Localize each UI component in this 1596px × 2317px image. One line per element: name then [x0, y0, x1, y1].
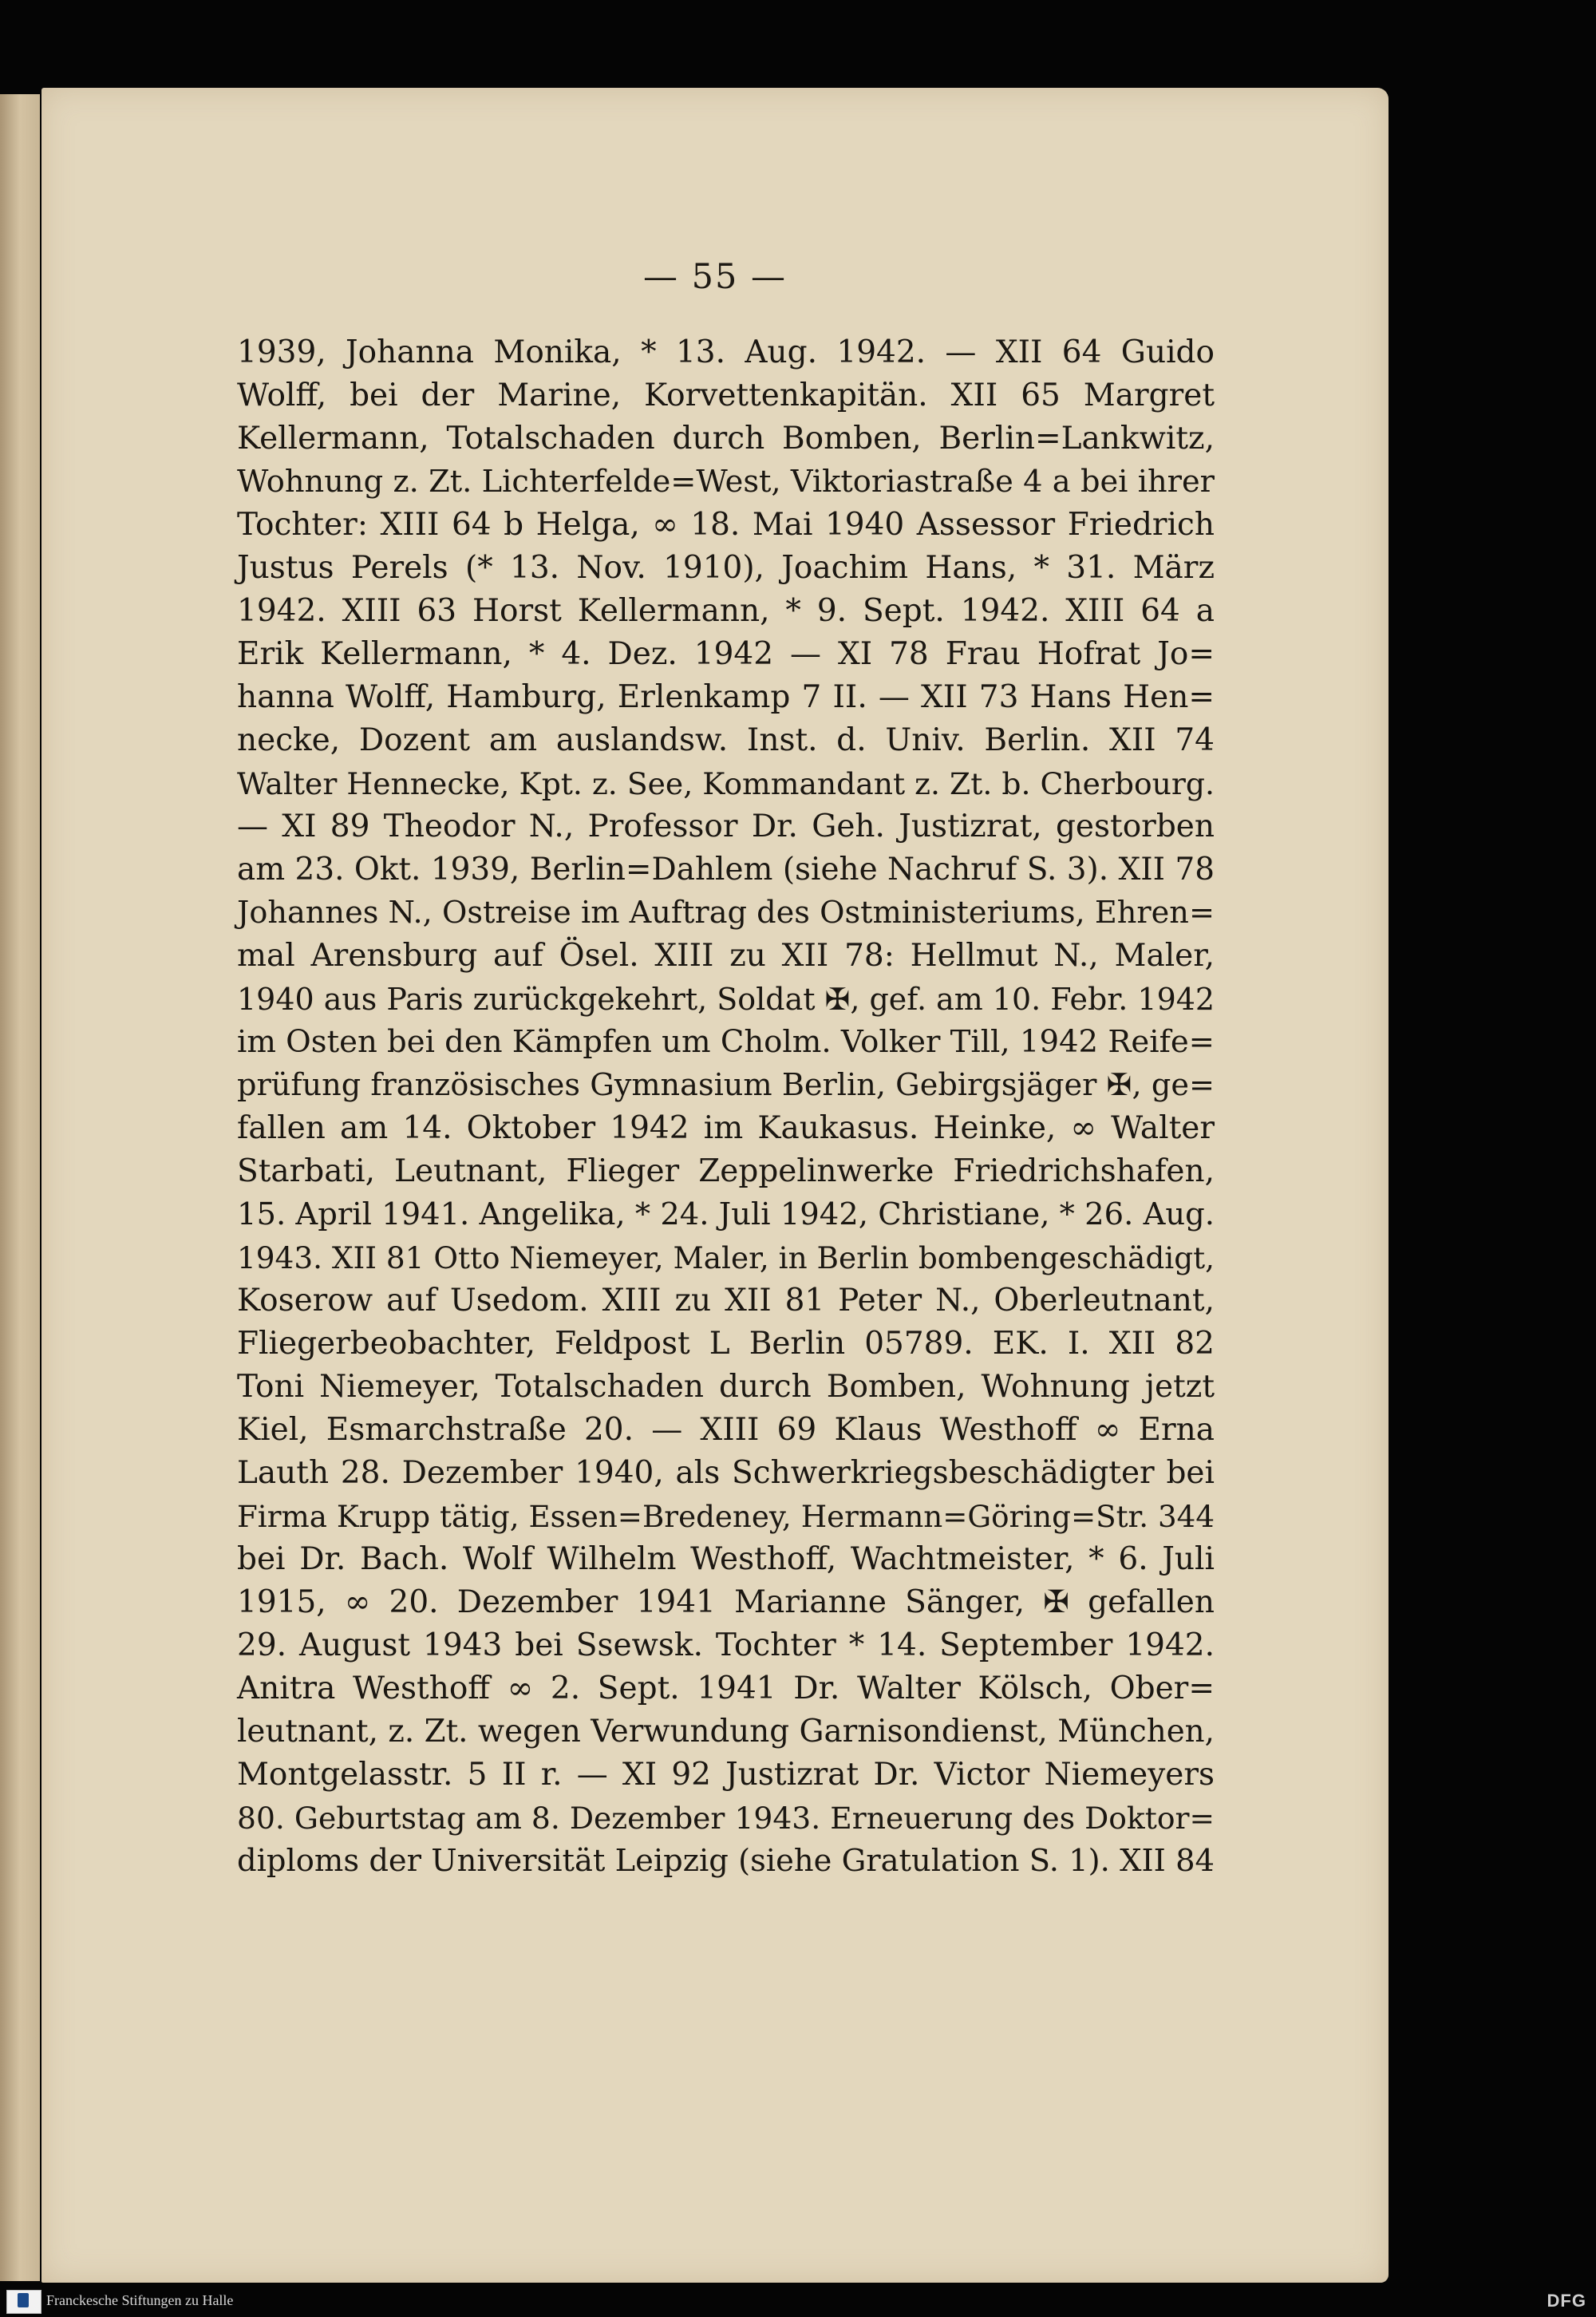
- text-line: Toni Niemeyer, Totalschaden durch Bomben, Wohnung jetzt: [237, 1369, 1215, 1405]
- text-line: mal Arensburg auf Ösel. XIII zu XII 78: Hellmut N., Maler,: [237, 938, 1215, 974]
- text-line: Koserow auf Usedom. XIII zu XII 81 Peter N., Oberleutnant,: [237, 1283, 1215, 1319]
- text-line: Kiel, Esmarchstraße 20. — XIII 69 Klaus Westhoff ∞ Erna: [237, 1412, 1215, 1448]
- text-line: 1939, Johanna Monika, * 13. Aug. 1942. — XII 64 Guido: [237, 334, 1215, 370]
- text-line: 29. August 1943 bei Ssewsk. Tochter * 14. September 1942.: [237, 1627, 1215, 1663]
- text-line: 1915, ∞ 20. Dezember 1941 Marianne Sänger, ✠ gefallen: [237, 1584, 1215, 1620]
- text-line: fallen am 14. Oktober 1942 im Kaukasus. Heinke, ∞ Walter: [237, 1110, 1215, 1146]
- text-line: Anitra Westhoff ∞ 2. Sept. 1941 Dr. Walter Kölsch, Ober=: [237, 1671, 1215, 1706]
- text-line: Starbati, Leutnant, Flieger Zeppelinwerke Friedrichshafen,: [237, 1153, 1215, 1189]
- text-line: 1942. XIII 63 Horst Kellermann, * 9. Sept. 1942. XIII 64 a: [237, 593, 1215, 629]
- text-line: Walter Hennecke, Kpt. z. See, Kommandant z. Zt. b. Cherbourg.: [237, 766, 1215, 801]
- text-line: hanna Wolff, Hamburg, Erlenkamp 7 II. — XII 73 Hans Hen=: [237, 679, 1215, 715]
- text-line: diploms der Universität Leipzig (siehe Gratulation S. 1). XII 84: [237, 1843, 1215, 1879]
- body-text: [237, 331, 1215, 1883]
- text-line: 80. Geburtstag am 8. Dezember 1943. Erneuerung des Doktor=: [237, 1801, 1215, 1836]
- text-line: leutnant, z. Zt. wegen Verwundung Garnisondienst, München,: [237, 1714, 1215, 1750]
- text-line: Erik Kellermann, * 4. Dez. 1942 — XI 78 Frau Hofrat Jo=: [237, 636, 1215, 672]
- text-line: Fliegerbeobachter, Feldpost L Berlin 05789. EK. I. XII 82: [237, 1326, 1215, 1362]
- text-line: prüfung französisches Gymnasium Berlin, Gebirgsjäger ✠, ge=: [237, 1068, 1215, 1103]
- text-line: Firma Krupp tätig, Essen=Bredeney, Hermann=Göring=Str. 344: [237, 1499, 1215, 1534]
- page-number: — 55 —: [642, 257, 788, 297]
- text-line: — XI 89 Theodor N., Professor Dr. Geh. Justizrat, gestorben: [237, 809, 1215, 844]
- text-line: Justus Perels (* 13. Nov. 1910), Joachim Hans, * 31. März: [237, 550, 1215, 586]
- text-line: Wolff, bei der Marine, Korvettenkapitän. XII 65 Margret: [237, 378, 1215, 413]
- text-line: 15. April 1941. Angelika, * 24. Juli 1942, Christiane, * 26. Aug.: [237, 1196, 1215, 1232]
- institution-logo-icon: [6, 2290, 41, 2314]
- text-line: im Osten bei den Kämpfen um Cholm. Volker Till, 1942 Reife=: [237, 1024, 1215, 1060]
- text-line: bei Dr. Bach. Wolf Wilhelm Westhoff, Wachtmeister, * 6. Juli: [237, 1541, 1215, 1577]
- text-line: Tochter: XIII 64 b Helga, ∞ 18. Mai 1940 Assessor Friedrich: [237, 507, 1215, 543]
- text-line: Wohnung z. Zt. Lichterfelde=West, Viktoriastraße 4 a bei ihrer: [237, 464, 1215, 500]
- text-line: Montgelasstr. 5 II r. — XI 92 Justizrat Dr. Victor Niemeyers: [237, 1757, 1215, 1793]
- text-line: Lauth 28. Dezember 1940, als Schwerkriegsbeschädigter bei: [237, 1455, 1215, 1491]
- text-line: necke, Dozent am auslandsw. Inst. d. Univ. Berlin. XII 74: [237, 722, 1215, 758]
- footer-bar: [0, 2284, 1596, 2317]
- book-page: [41, 88, 1389, 2283]
- institution-label: Franckesche Stiftungen zu Halle: [46, 2292, 234, 2308]
- dfg-mark: DFG: [1547, 2291, 1586, 2311]
- text-line: 1940 aus Paris zurückgekehrt, Soldat ✠, gef. am 10. Febr. 1942: [237, 982, 1215, 1017]
- text-line: Johannes N., Ostreise im Auftrag des Ostministeriums, Ehren=: [237, 895, 1215, 931]
- book-spine: [0, 94, 40, 2281]
- text-line: Kellermann, Totalschaden durch Bomben, Berlin=Lankwitz,: [237, 421, 1215, 457]
- text-line: 1943. XII 81 Otto Niemeyer, Maler, in Berlin bombengeschädigt,: [237, 1240, 1215, 1275]
- text-line: am 23. Okt. 1939, Berlin=Dahlem (siehe Nachruf S. 3). XII 78: [237, 852, 1215, 888]
